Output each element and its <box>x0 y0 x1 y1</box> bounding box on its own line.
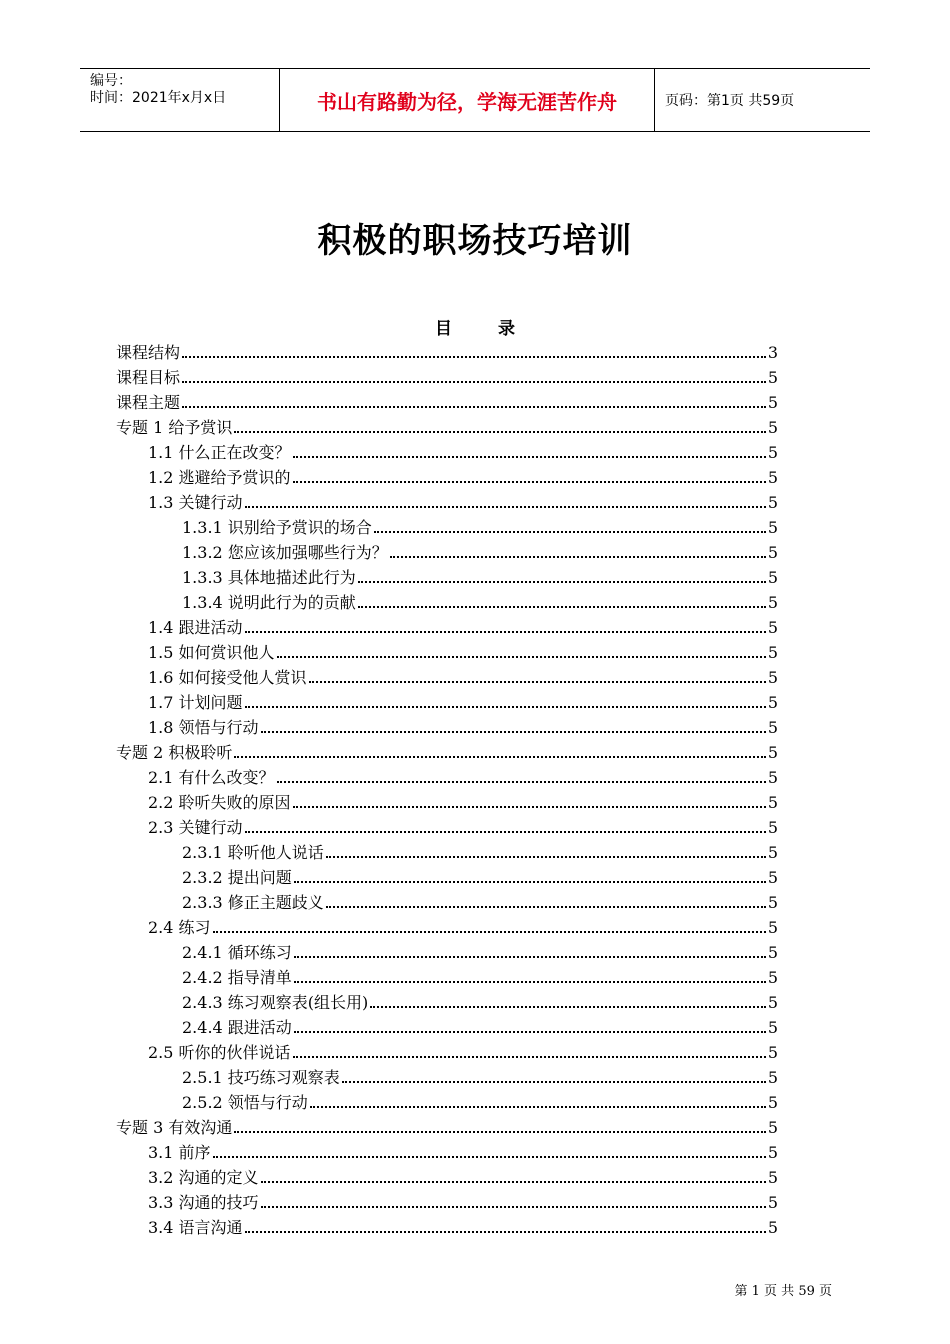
toc-entry[interactable] <box>116 1113 778 1138</box>
toc-entry[interactable] <box>116 638 778 663</box>
toc-entry-title: 3.3 沟通的技巧 <box>148 1193 259 1212</box>
toc-leader-dots <box>245 706 766 708</box>
toc-entry[interactable] <box>116 1188 778 1213</box>
toc-entry-page: 5 <box>767 1118 778 1137</box>
toc-entry[interactable] <box>116 363 778 388</box>
toc-entry-title: 1.3.1 识别给予赏识的场合 <box>182 518 372 537</box>
toc-entry-title: 1.6 如何接受他人赏识 <box>148 668 307 687</box>
toc-entry-title: 2.5 听你的伙伴说话 <box>148 1043 291 1062</box>
toc-leader-dots <box>358 606 766 608</box>
toc-entry[interactable] <box>116 813 778 838</box>
toc-leader-dots <box>277 656 766 658</box>
toc-leader-dots <box>293 806 766 808</box>
toc-entry-title: 1.3.4 说明此行为的贡献 <box>182 593 356 612</box>
toc-entry-title: 2.3 关键行动 <box>148 818 243 837</box>
toc-entry[interactable] <box>116 413 778 438</box>
toc-leader-dots <box>234 1131 765 1133</box>
toc-entry[interactable] <box>116 513 778 538</box>
toc-entry-page: 5 <box>767 793 778 812</box>
toc-entry[interactable] <box>116 838 778 863</box>
toc-entry-page: 5 <box>767 1068 778 1087</box>
toc-entry-title: 2.2 聆听失败的原因 <box>148 793 291 812</box>
toc-entry-page: 5 <box>767 893 778 912</box>
toc-entry[interactable] <box>116 888 778 913</box>
toc-entry-page: 5 <box>767 443 778 462</box>
page-footer: 第 1 页 共 59 页 <box>734 1284 832 1299</box>
toc-entry-page: 3 <box>767 343 778 362</box>
toc-entry-title: 1.5 如何赏识他人 <box>148 643 275 662</box>
toc-entry[interactable] <box>116 1163 778 1188</box>
toc-entry[interactable] <box>116 1038 778 1063</box>
toc-entry-title: 2.4 练习 <box>148 918 211 937</box>
toc-entry-page: 5 <box>767 643 778 662</box>
toc-entry-page: 5 <box>767 568 778 587</box>
toc-entry-page: 5 <box>767 393 778 412</box>
toc-entry-title: 2.4.2 指导清单 <box>182 968 292 987</box>
toc-entry-page: 5 <box>767 693 778 712</box>
toc-entry[interactable] <box>116 1088 778 1113</box>
toc-entry-title: 2.4.4 跟进活动 <box>182 1018 292 1037</box>
toc-entry-title: 2.5.2 领悟与行动 <box>182 1093 308 1112</box>
toc-entry[interactable] <box>116 538 778 563</box>
toc-entry-page: 5 <box>767 468 778 487</box>
toc-entry-page: 5 <box>767 618 778 637</box>
toc-entry-page: 5 <box>767 993 778 1012</box>
toc-entry-title: 课程目标 <box>116 368 181 387</box>
toc-entry[interactable] <box>116 688 778 713</box>
toc-leader-dots <box>309 681 766 683</box>
toc-leader-dots <box>245 506 766 508</box>
toc-entry[interactable] <box>116 563 778 588</box>
toc-entry-title: 2.4.1 循环练习 <box>182 943 292 962</box>
toc-entry-page: 5 <box>767 543 778 562</box>
toc-entry-page: 5 <box>767 1218 778 1237</box>
toc-entry-page: 5 <box>767 1093 778 1112</box>
toc-leader-dots <box>245 631 766 633</box>
toc-leader-dots <box>261 731 766 733</box>
toc-entry-page: 5 <box>767 868 778 887</box>
toc-entry-title: 1.4 跟进活动 <box>148 618 243 637</box>
toc-entry[interactable] <box>116 488 778 513</box>
toc-heading: 目 录 <box>435 319 515 339</box>
toc-entry-title: 1.8 领悟与行动 <box>148 718 259 737</box>
header-meta <box>80 69 280 131</box>
toc-entry-page: 5 <box>767 1043 778 1062</box>
toc-leader-dots <box>370 1006 766 1008</box>
toc-leader-dots <box>182 356 766 358</box>
toc-entry-page: 5 <box>767 593 778 612</box>
header-page-info: 页码：第1页 共59页 <box>665 93 795 109</box>
toc-entry[interactable] <box>116 388 778 413</box>
toc-entry[interactable] <box>116 1013 778 1038</box>
toc-entry-page: 5 <box>767 718 778 737</box>
toc-entry-page: 5 <box>767 1168 778 1187</box>
toc-leader-dots <box>245 831 766 833</box>
toc-entry-page: 5 <box>767 918 778 937</box>
toc-entry-page: 5 <box>767 1018 778 1037</box>
toc-leader-dots <box>182 381 766 383</box>
toc-entry[interactable] <box>116 463 778 488</box>
toc-entry-page: 5 <box>767 418 778 437</box>
header-number-label: 编号： <box>90 73 132 89</box>
toc-entry[interactable] <box>116 938 778 963</box>
toc-entry-title: 2.4.3 练习观察表(组长用) <box>182 993 369 1012</box>
toc-leader-dots <box>261 1206 766 1208</box>
toc-leader-dots <box>310 1106 766 1108</box>
toc-entry[interactable] <box>116 438 778 463</box>
toc-entry-title: 3.4 语言沟通 <box>148 1218 243 1237</box>
toc-entry[interactable] <box>116 788 778 813</box>
toc-leader-dots <box>213 1156 766 1158</box>
toc-entry-title: 1.3.2 您应该加强哪些行为？ <box>182 543 388 562</box>
toc-leader-dots <box>293 456 766 458</box>
toc-entry-page: 5 <box>767 818 778 837</box>
toc-entry[interactable] <box>116 588 778 613</box>
toc-leader-dots <box>294 981 766 983</box>
page-header <box>80 68 870 132</box>
toc-entry-title: 3.1 前序 <box>148 1143 211 1162</box>
toc-entry-page: 5 <box>767 943 778 962</box>
toc-entry[interactable] <box>116 913 778 938</box>
toc-leader-dots <box>326 856 766 858</box>
toc-entry[interactable] <box>116 663 778 688</box>
toc-leader-dots <box>245 1231 766 1233</box>
toc-leader-dots <box>213 931 766 933</box>
toc-entry[interactable] <box>116 1138 778 1163</box>
toc-entry[interactable] <box>116 1063 778 1088</box>
toc-entry-page: 5 <box>767 768 778 787</box>
toc-entry-page: 5 <box>767 493 778 512</box>
toc-entry-title: 2.3.1 聆听他人说话 <box>182 843 324 862</box>
toc-entry[interactable] <box>116 738 778 763</box>
document-title: 积极的职场技巧培训 <box>317 221 633 261</box>
toc-entry-page: 5 <box>767 968 778 987</box>
toc-leader-dots <box>277 781 766 783</box>
toc-entry-page: 5 <box>767 668 778 687</box>
toc-entry-title: 专题 3 有效沟通 <box>116 1118 233 1137</box>
toc-entry[interactable] <box>116 713 778 738</box>
toc-leader-dots <box>234 756 765 758</box>
toc-entry-title: 课程结构 <box>116 343 181 362</box>
toc-entry-title: 1.1 什么正在改变？ <box>148 443 291 462</box>
toc-entry-title: 3.2 沟通的定义 <box>148 1168 259 1187</box>
table-of-contents <box>116 338 778 1238</box>
toc-leader-dots <box>294 881 766 883</box>
toc-leader-dots <box>326 906 766 908</box>
toc-leader-dots <box>342 1081 766 1083</box>
toc-leader-dots <box>234 431 765 433</box>
toc-entry-title: 1.3 关键行动 <box>148 493 243 512</box>
toc-entry[interactable] <box>116 963 778 988</box>
toc-entry-page: 5 <box>767 843 778 862</box>
toc-entry-page: 5 <box>767 1143 778 1162</box>
toc-entry-title: 专题 1 给予赏识 <box>116 418 233 437</box>
toc-entry-title: 2.3.2 提出问题 <box>182 868 292 887</box>
toc-entry-page: 5 <box>767 368 778 387</box>
toc-entry-title: 课程主题 <box>116 393 181 412</box>
toc-entry-title: 2.3.3 修正主题歧义 <box>182 893 324 912</box>
toc-entry[interactable] <box>116 613 778 638</box>
toc-entry[interactable] <box>116 1213 778 1238</box>
toc-leader-dots <box>358 581 766 583</box>
toc-entry[interactable] <box>116 988 778 1013</box>
toc-leader-dots <box>294 956 766 958</box>
toc-entry-title: 2.5.1 技巧练习观察表 <box>182 1068 340 1087</box>
toc-leader-dots <box>261 1181 766 1183</box>
toc-entry-page: 5 <box>767 743 778 762</box>
toc-leader-dots <box>294 1031 766 1033</box>
toc-entry-title: 专题 2 积极聆听 <box>116 743 233 762</box>
toc-leader-dots <box>293 481 766 483</box>
toc-entry-title: 1.7 计划问题 <box>148 693 243 712</box>
toc-leader-dots <box>293 1056 766 1058</box>
toc-leader-dots <box>390 556 766 558</box>
toc-entry[interactable] <box>116 763 778 788</box>
toc-entry[interactable] <box>116 863 778 888</box>
toc-entry-page: 5 <box>767 518 778 537</box>
toc-entry[interactable] <box>116 338 778 363</box>
toc-entry-title: 1.2 逃避给予赏识的 <box>148 468 291 487</box>
header-time-label: 时间：2021年x月x日 <box>90 90 227 106</box>
toc-entry-title: 2.1 有什么改变？ <box>148 768 275 787</box>
toc-leader-dots <box>374 531 766 533</box>
toc-leader-dots <box>182 406 766 408</box>
header-motto: 书山有路勤为径，学海无涯苦作舟 <box>280 69 655 131</box>
toc-entry-title: 1.3.3 具体地描述此行为 <box>182 568 356 587</box>
toc-entry-page: 5 <box>767 1193 778 1212</box>
